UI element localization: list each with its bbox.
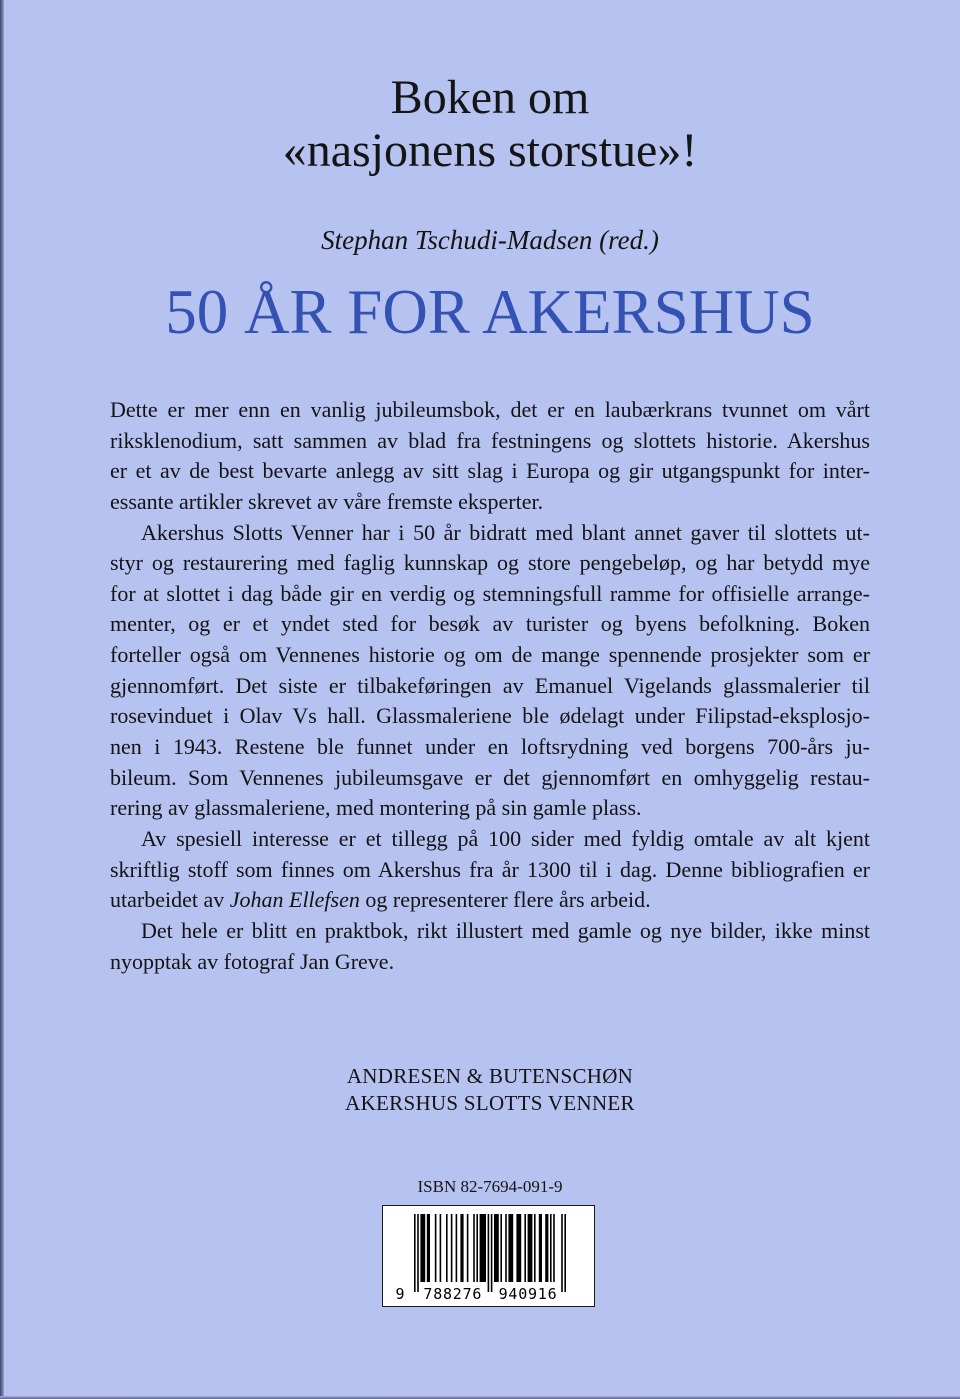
- barcode-guard-bar: [417, 1214, 419, 1292]
- barcode-guard-bar: [491, 1214, 493, 1292]
- barcode-bars: [414, 1214, 566, 1292]
- barcode-guard-bar: [561, 1214, 563, 1292]
- paragraph: [110, 518, 870, 824]
- barcode-bar: [446, 1214, 448, 1282]
- barcode-lead-digit: 9: [395, 1285, 405, 1303]
- publisher-name: ANDRESEN & BUTENSCHØN: [346, 1064, 634, 1088]
- barcode-bar: [539, 1214, 542, 1282]
- paragraph: [110, 395, 870, 518]
- text-line: nyopptak av fotograf Jan Greve.: [110, 948, 395, 974]
- barcode-bar: [435, 1214, 437, 1282]
- text-line: rering av glassmaleriene, med montering på sin gamle plass.: [110, 795, 642, 821]
- barcode-guard-bar: [414, 1214, 416, 1292]
- headline-line: «nasjonens storstue»!: [282, 124, 698, 177]
- text-line: er et av de best bevarte anlegg av sitt slag i Europa og gir utgangspunkt for inter-: [110, 458, 870, 484]
- scan-edge-left: [0, 0, 4, 1399]
- text-line: for at slottet i dag både gir en verdig og stemningsfull ramme for offisielle arrange-: [110, 580, 870, 606]
- text-segment: utarbeidet av: [110, 887, 230, 913]
- barcode-bar: [550, 1214, 552, 1282]
- text-line: styr og restaurering med faglig kunnskap og store pengebeløp, og har betydd mye: [110, 550, 870, 576]
- isbn-number: ISBN 82-7694-091-9: [417, 1177, 563, 1196]
- barcode-bar: [516, 1214, 521, 1282]
- barcode-guard-bar: [564, 1214, 566, 1292]
- text-line: skriftlig stoff som finnes om Akershus fra år 1300 til i dag. Denne bibliografien er: [110, 856, 870, 882]
- text-line: Dette er mer enn en vanlig jubileumsbok, det er en laubærkrans tvunnet om vårt: [110, 397, 870, 422]
- text-line: bileum. Som Vennenes jubileumsgave er det gjennomført en omhyggelig restau-: [110, 764, 870, 790]
- text-line: rosevinduet i Olav Vs hall. Glassmaleriene ble ødelagt under Filipstad-eksplosjo-: [110, 703, 870, 729]
- text-line: Akershus Slotts Venner har i 50 år bidratt med blant annet gaver til slottets ut-: [141, 519, 870, 545]
- barcode-bar: [420, 1214, 425, 1282]
- barcode-label: [383, 1206, 594, 1306]
- barcode-bar: [528, 1214, 533, 1282]
- barcode-bar: [508, 1214, 513, 1282]
- barcode-bar: [505, 1214, 507, 1282]
- barcode-bar: [476, 1214, 478, 1282]
- publishers: [110, 1063, 870, 1117]
- barcode-guard-bar: [488, 1214, 490, 1292]
- publisher-name: AKERSHUS SLOTTS VENNER: [345, 1091, 635, 1115]
- headline-line: Boken om: [390, 71, 590, 124]
- blurb-text: [110, 395, 870, 977]
- text-line: nen i 1943. Restene ble funnet under en loftsrydning ved borgens 700-års ju-: [110, 734, 870, 760]
- author-name-italic: Johan Ellefsen: [229, 887, 360, 913]
- text-line: Det hele er blitt en praktbok, rikt illustert med gamle og nye bilder, ikke minst: [141, 917, 870, 943]
- text-line: gjennomført. Det siste er tilbakeføringen av Emanuel Vigelands glassmalerier til: [110, 672, 870, 698]
- barcode-bar: [427, 1214, 430, 1282]
- text-segment: og representerer flere års arbeid.: [359, 887, 651, 913]
- text-line: Av spesiell interesse er et tillegg på 100 sider med fyldig omtale av alt kjent: [141, 825, 870, 851]
- text-line: menter, og er et yndet sted for besøk av turister og byens befolkning. Boken: [110, 611, 870, 637]
- book-editor: Stephan Tschudi-Madsen (red.): [321, 225, 659, 255]
- barcode-bar: [534, 1214, 536, 1282]
- barcode-bar: [553, 1214, 555, 1282]
- barcode: [383, 1206, 594, 1306]
- barcode-bar: [524, 1214, 526, 1282]
- barcode-bar: [451, 1214, 453, 1282]
- paragraph: [110, 916, 870, 977]
- barcode-left-digits: 788276: [423, 1285, 482, 1303]
- headline: [110, 71, 870, 177]
- barcode-bar: [494, 1214, 499, 1282]
- barcode-bar: [480, 1214, 486, 1282]
- barcode-bar: [500, 1214, 502, 1282]
- barcode-bar: [473, 1214, 475, 1282]
- book-title: 50 ÅR FOR AKERSHUS: [165, 277, 815, 347]
- text-line: forteller også om Vennenes historie og om de mange spennende prosjekter som er: [110, 642, 870, 668]
- text-line: riksklenodium, satt sammen av blad fra festningens og slottets historie. Akershus: [110, 427, 870, 453]
- text-line: [110, 885, 870, 916]
- paragraph: [110, 824, 870, 916]
- barcode-bar: [440, 1214, 442, 1282]
- barcode-bar: [460, 1214, 463, 1282]
- barcode-bar: [545, 1214, 548, 1282]
- text-line: essante artikler skrevet av våre fremste eksperter.: [110, 488, 544, 514]
- barcode-bar: [456, 1214, 458, 1282]
- barcode-bar: [467, 1214, 469, 1282]
- barcode-right-digits: 940916: [498, 1285, 557, 1303]
